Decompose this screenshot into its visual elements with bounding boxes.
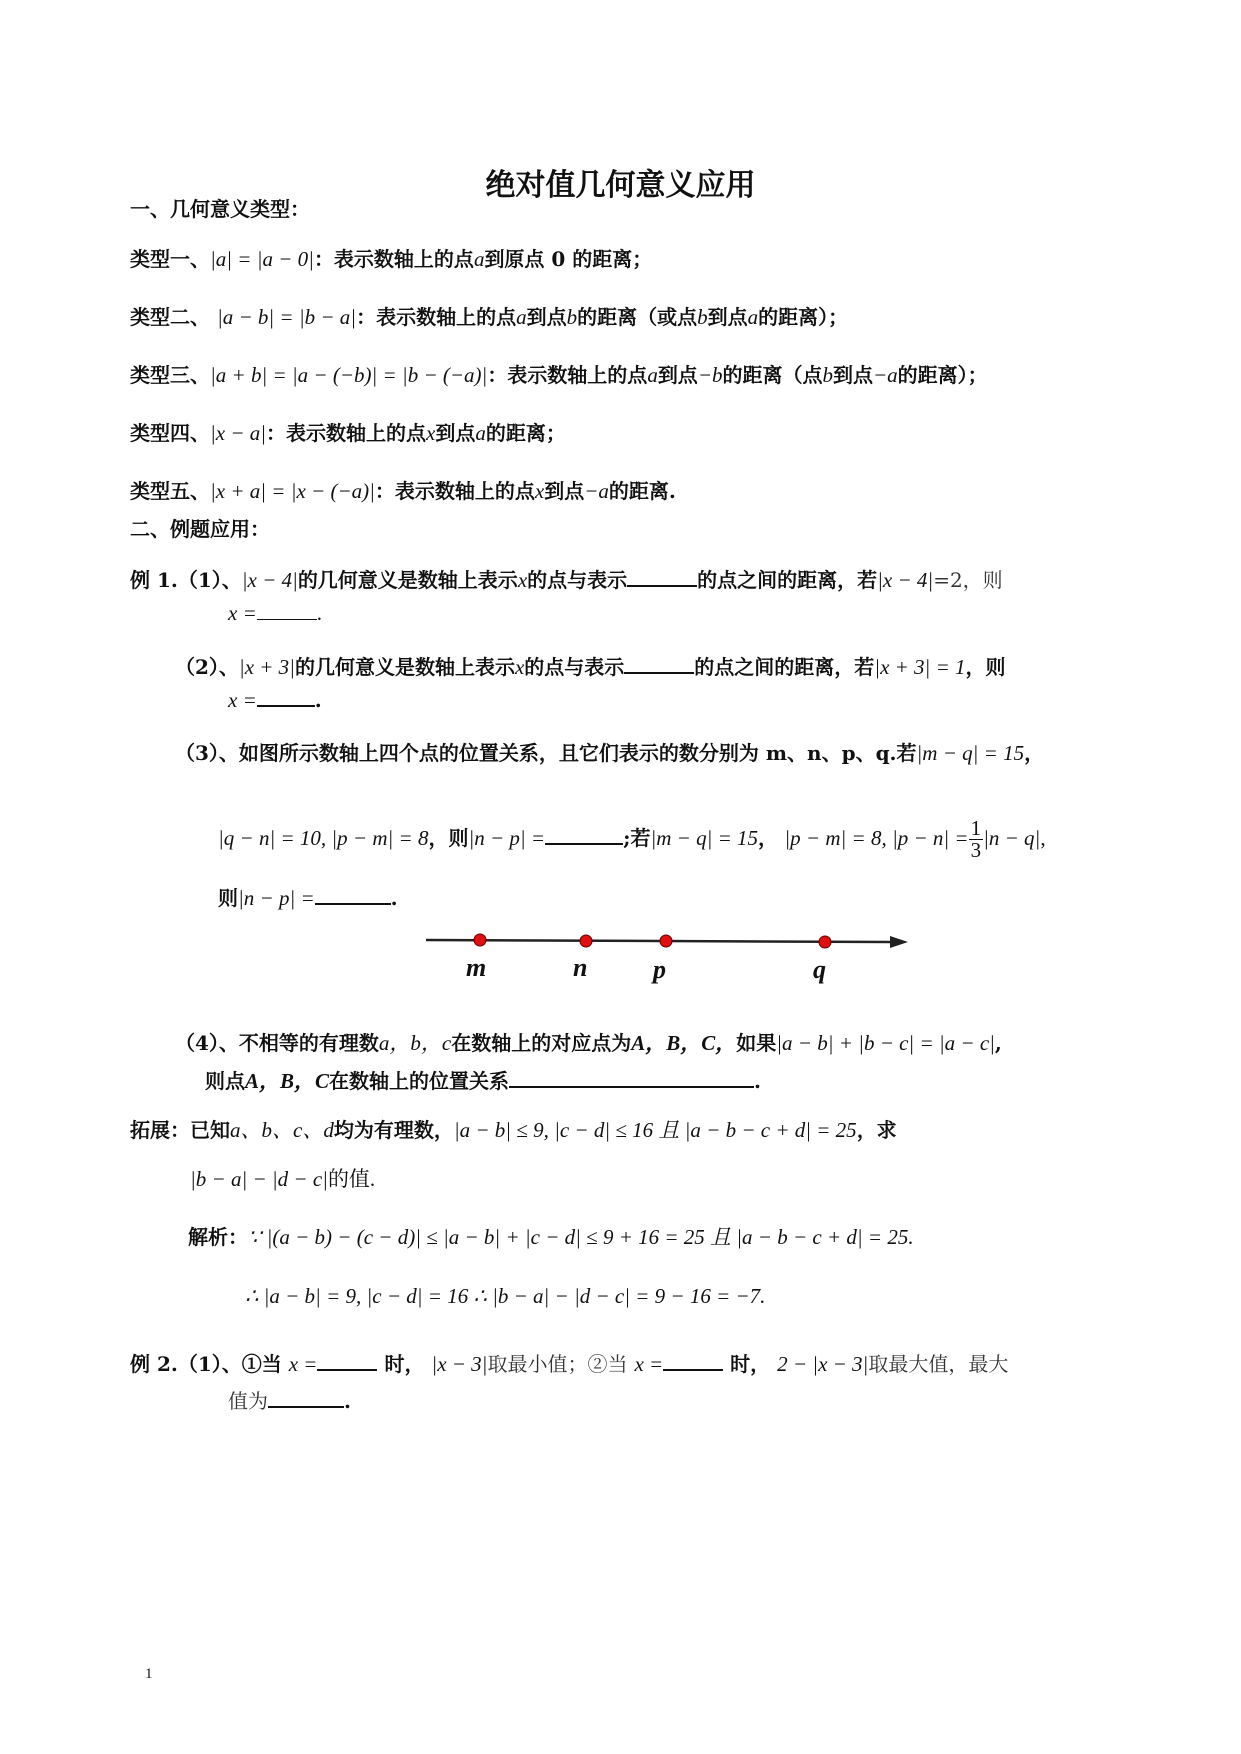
part-label: （4）、 <box>175 1031 239 1055</box>
number-line-figure <box>420 920 920 995</box>
solution-line-1 <box>188 1225 914 1250</box>
type-label: 类型一、 <box>130 247 210 271</box>
math-var: x <box>517 568 528 592</box>
math-var: x = <box>634 1352 664 1376</box>
math-expression: |m − q| = 15 <box>650 826 759 850</box>
example-1-part-3: （3）、如图所示数轴上四个点的位置关系，且它们表示的数分别为 m、n、p、q.若|m − q| = 15， <box>175 741 1045 765</box>
label-q: q <box>813 955 826 984</box>
type-desc: 的距离； <box>485 421 566 445</box>
type-2-line <box>130 305 848 330</box>
example-1-part-2 <box>175 654 1006 680</box>
math-expression: ∴ |a − b| = 9, |c − d| = 16 ∴ |b − a| − |d − c| = 9 − 16 = −7. <box>245 1284 766 1308</box>
example-1-part-3-line-2: |q − n| = 10, |p − m| = 8，则|n − p| = ;若|m − q| = 15， |p − m| = 8, |p − n| = $\frac{1}{3}$ |n − q|, <box>218 816 1046 862</box>
text: 在数轴上的对应点为 <box>451 1031 632 1055</box>
answer-blank[interactable] <box>509 1068 754 1088</box>
section-heading-examples: 二、例题应用： <box>130 517 270 541</box>
math-var: a <box>647 363 658 387</box>
answer-blank[interactable] <box>317 1351 377 1371</box>
text: 如图所示数轴上四个点的位置关系，且它们表示的数分别为 m、n、p、q.若 <box>238 741 917 765</box>
math-var: −a <box>584 479 609 503</box>
math-expression: |x − 3| <box>431 1352 488 1376</box>
math-expression: |x − a| <box>210 421 267 445</box>
type-label: 类型四、 <box>130 421 210 445</box>
type-desc: 的距离（点 <box>722 363 823 387</box>
text: ;若 <box>623 826 651 850</box>
math-expression: |a − b| + |b − c| = |a − c| <box>776 1031 995 1055</box>
type-5-line <box>130 479 676 504</box>
math-var: −a <box>872 363 898 387</box>
label-p: p <box>653 955 666 984</box>
example-label: 例 1.（1）、 <box>130 568 242 592</box>
solution-line-2 <box>245 1284 765 1309</box>
example-label: 例 2.（1）、①当 <box>130 1352 282 1376</box>
text: 时， <box>384 1352 425 1376</box>
text: 的值. <box>327 1167 376 1191</box>
math-expression: |n − q| <box>983 826 1041 850</box>
text: 则点 <box>205 1069 245 1093</box>
extension-question <box>190 1167 375 1192</box>
example-2-part-1 <box>130 1351 1008 1377</box>
point-n <box>580 935 592 947</box>
example-1-part-4: （4）、不相等的有理数a，b，c在数轴上的对应点为A，B，C，如果|a − b| + |b − c| = |a − c|, <box>175 1031 1002 1055</box>
type-desc: 的距离）； <box>758 305 849 329</box>
math-var: a <box>516 305 527 329</box>
answer-blank[interactable] <box>663 1351 723 1371</box>
type-desc: 到点 <box>707 305 748 329</box>
type-desc: 到点 <box>526 305 567 329</box>
math-var: x = <box>288 1352 318 1376</box>
page-number: 1 <box>145 1666 153 1682</box>
text: ，求 <box>856 1118 897 1142</box>
point-names: A，B，C <box>245 1069 330 1093</box>
type-desc: ：表示数轴上的点 <box>356 305 517 329</box>
arrow-head-icon <box>890 936 908 948</box>
type-desc: 的距离）； <box>897 363 988 387</box>
example-1-part-1-answer: x = . <box>228 601 322 625</box>
math-expression: ∵ |(a − b) − (c − d)| ≤ |a − b| + |c − d| ≤ 9 + 16 = 25 且 |a − b − c + d| = 25. <box>248 1225 914 1249</box>
type-desc: ：表示数轴上的点 <box>374 479 535 503</box>
math-var: a <box>475 421 486 445</box>
text: 不相等的有理数 <box>238 1031 379 1055</box>
part-label: （2）、 <box>175 655 239 679</box>
section-heading-types: 一、几何意义类型： <box>130 197 310 221</box>
math-expression: 2 − |x − 3| <box>777 1352 869 1376</box>
example-2-part-1-line-2: 值为 . <box>228 1389 351 1413</box>
math-expression: |p − m| = 8, |p − n| = <box>784 826 969 850</box>
text: 的几何意义是数轴上表示 <box>297 568 518 592</box>
type-desc: 到点 <box>832 363 873 387</box>
point-m <box>474 934 486 946</box>
math-expression: |a| = |a − 0| <box>210 247 314 271</box>
text: ，则 <box>965 655 1006 679</box>
math-expression: |n − p| = <box>468 826 546 850</box>
text: 取最大值，最大 <box>868 1352 1009 1376</box>
answer-blank[interactable] <box>624 654 694 674</box>
type-desc: 到点 <box>435 421 476 445</box>
math-vars: a、b、c、d <box>230 1118 334 1142</box>
math-expression: |a − b| ≤ 9, |c − d| ≤ 16 且 |a − b − c + d| = 25 <box>453 1118 857 1142</box>
math-expression: |x − 4| <box>241 568 298 592</box>
math-expression: |x − 4| <box>877 568 934 592</box>
answer-blank[interactable] <box>257 601 317 620</box>
type-1-line <box>130 247 652 272</box>
math-var: x <box>514 655 525 679</box>
point-p <box>660 935 672 947</box>
math-expression: |n − p| = <box>238 886 315 910</box>
type-desc: ：表示数轴上的点 <box>266 421 427 445</box>
type-desc: 到原点 0 的距离； <box>484 247 653 271</box>
fraction <box>969 818 984 861</box>
type-desc: 到点 <box>544 479 585 503</box>
type-desc: ：表示数轴上的点 <box>313 247 474 271</box>
point-q <box>819 936 831 948</box>
example-1-part-3-line-3: 则|n − p| = . <box>218 886 398 910</box>
text: 均为有理数， <box>333 1118 454 1142</box>
math-expression: |q − n| = 10, |p − m| = 8 <box>218 826 429 850</box>
math-var: −b <box>697 363 723 387</box>
math-expression: |a + b| = |a − (−b)| = |b − (−a)| <box>210 363 488 387</box>
part-label: （3）、 <box>175 741 239 765</box>
text: 时， <box>730 1352 771 1376</box>
type-desc: ：表示数轴上的点 <box>487 363 648 387</box>
text: 的点之间的距离，若 <box>697 568 878 592</box>
answer-blank[interactable] <box>627 567 697 587</box>
math-var: x <box>534 479 545 503</box>
text: 取最小值；②当 <box>487 1352 628 1376</box>
text: 则 <box>218 886 238 910</box>
math-var: b <box>697 305 708 329</box>
type-4-line <box>130 421 566 446</box>
math-var: b <box>822 363 833 387</box>
math-vars: a，b，c <box>378 1031 452 1055</box>
type-desc: 到点 <box>657 363 698 387</box>
example-1-part-1 <box>130 567 1003 593</box>
type-label: 类型五、 <box>130 479 210 503</box>
answer-blank[interactable] <box>315 885 391 905</box>
text: 的点与表示 <box>527 568 628 592</box>
page-title: 绝对值几何意义应用 <box>485 168 756 203</box>
example-1-part-2-answer: x = . <box>228 688 322 712</box>
label-n: n <box>573 953 588 982</box>
math-expression: |a − b| = |b − a| <box>216 305 357 329</box>
text: =2，则 <box>933 568 1003 592</box>
type-desc: 的距离. <box>608 479 676 503</box>
math-var: a <box>747 305 759 329</box>
math-expression: |x + 3| <box>238 655 295 679</box>
extension-problem <box>130 1118 897 1143</box>
text: 如果 <box>736 1031 777 1055</box>
math-var: a <box>473 247 485 271</box>
text: 值为 <box>228 1389 268 1413</box>
math-var: x = <box>228 688 257 712</box>
math-var: b <box>566 305 578 329</box>
answer-blank[interactable] <box>257 687 315 707</box>
text: 在数轴上的位置关系 <box>329 1069 510 1093</box>
text: 的点与表示 <box>524 655 625 679</box>
type-label: 类型二、 <box>130 305 210 329</box>
answer-blank[interactable] <box>268 1388 344 1408</box>
math-var: x = <box>228 601 257 625</box>
math-expression: |m − q| = 15 <box>916 741 1025 765</box>
fraction-denominator: 3 <box>970 838 982 862</box>
math-expression: |x + 3| = 1 <box>874 655 966 679</box>
example-1-part-4-line-2: 则点A，B，C在数轴上的位置关系 . <box>205 1069 761 1093</box>
text: 的点之间的距离，若 <box>694 655 875 679</box>
math-expression: |x + a| = |x − (−a)| <box>210 479 375 503</box>
math-var: x <box>426 421 436 445</box>
extension-label: 拓展：已知 <box>130 1118 230 1142</box>
fraction-numerator: 1 <box>970 816 982 840</box>
text: 的几何意义是数轴上表示 <box>294 655 515 679</box>
math-expression: |b − a| − |d − c| <box>190 1167 328 1191</box>
type-3-line <box>130 363 988 388</box>
type-desc: 的距离（或点 <box>577 305 698 329</box>
solution-label: 解析： <box>188 1225 248 1249</box>
point-names: A，B，C， <box>631 1031 737 1055</box>
text: ，则 <box>428 826 469 850</box>
type-label: 类型三、 <box>130 363 210 387</box>
label-m: m <box>466 953 487 982</box>
answer-blank[interactable] <box>545 825 623 845</box>
